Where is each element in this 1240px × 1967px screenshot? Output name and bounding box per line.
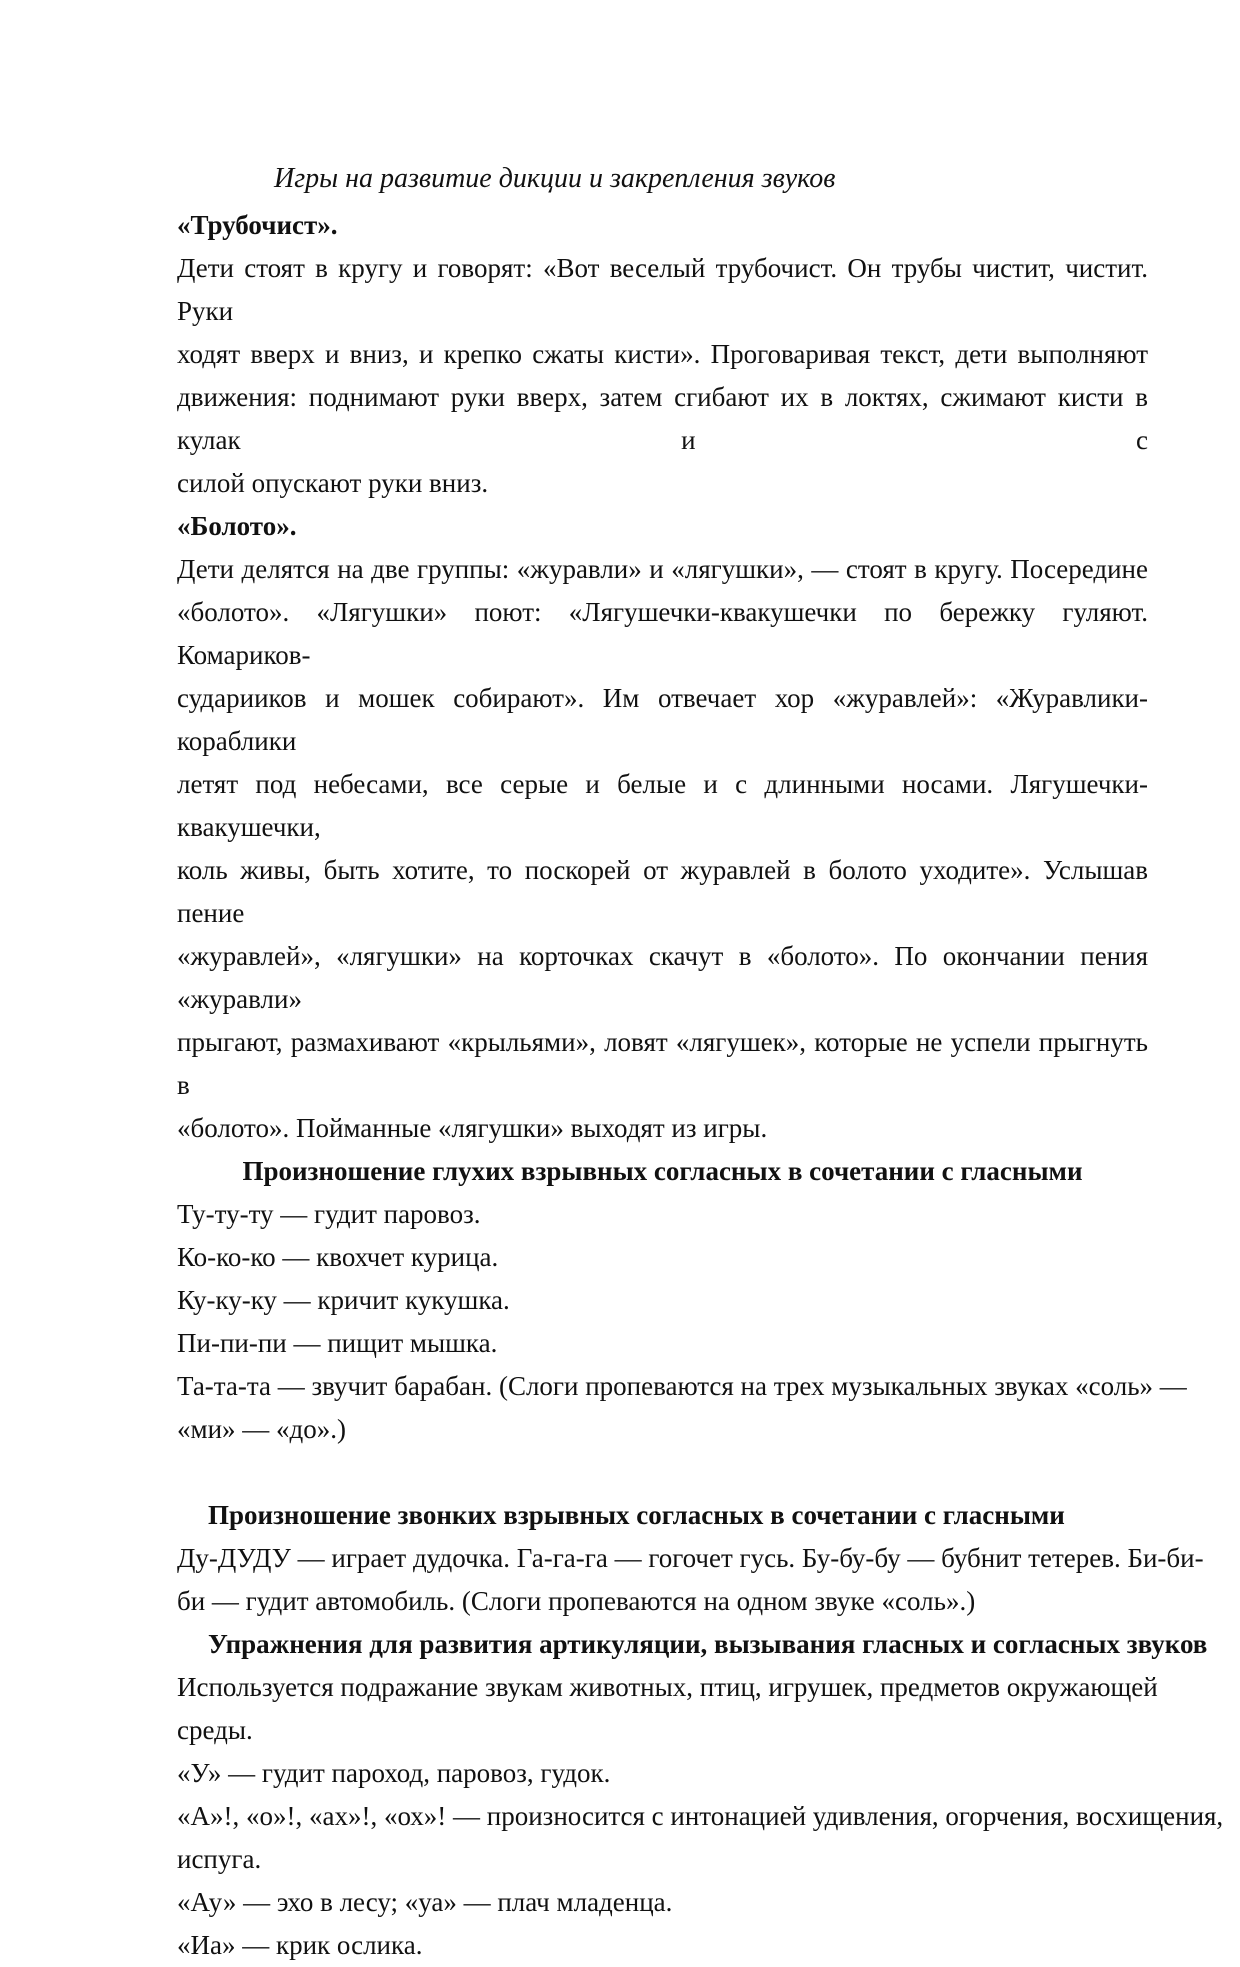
text-line: «болото». Пойманные «лягушки» выходят из игры. bbox=[177, 1113, 768, 1143]
text-line: Ко-ко-ко — квохчет курица. bbox=[177, 1242, 499, 1272]
text-line: ходят вверх и вниз, и крепко сжаты кисти». Проговаривая текст, дети выполняют bbox=[177, 339, 1148, 369]
text-line: сударииков и мошек собирают». Им отвечает хор «журавлей»: «Журавлики-кораблики bbox=[177, 683, 1148, 756]
text-line: среды. bbox=[177, 1715, 253, 1745]
section-voiced-text bbox=[177, 1537, 1204, 1623]
section-heading-voiced: Произношение звонких взрывных согласных в сочетании с гласными bbox=[208, 1500, 1065, 1530]
text-line: Дети стоят в кругу и говорят: «Вот веселый трубочист. Он трубы чистит, чистит. Руки bbox=[177, 253, 1148, 326]
document-title: Игры на развитие дикции и закрепления звуков bbox=[274, 163, 836, 194]
text-line: Ду-ДУДУ — играет дудочка. Га-га-га — гогочет гусь. Бу-бу-бу — бубнит тетерев. Би-би- bbox=[177, 1543, 1204, 1573]
text-line: Та-та-та — звучит барабан. (Слоги пропеваются на трех музыкальных звуках «соль» — bbox=[177, 1371, 1187, 1401]
text-line: Ку-ку-ку — кричит кукушка. bbox=[177, 1285, 510, 1315]
game-description-boloto bbox=[177, 548, 1148, 1150]
section-heading-voiceless: Произношение глухих взрывных согласных в сочетании с гласными bbox=[242, 1156, 1083, 1186]
text-line: «Иа» — крик ослика. bbox=[177, 1930, 423, 1960]
section-voiceless-list bbox=[177, 1193, 1187, 1451]
text-line: прыгают, размахивают «крыльями», ловят «лягушек», которые не успели прыгнуть в bbox=[177, 1027, 1148, 1100]
text-line: силой опускают руки вниз. bbox=[177, 468, 489, 498]
text-line: би — гудит автомобиль. (Слоги пропеваются на одном звуке «соль».) bbox=[177, 1586, 976, 1616]
text-line: «ми» — «до».) bbox=[177, 1414, 347, 1444]
game-description-trubochist bbox=[177, 247, 1148, 505]
section-articulation-text bbox=[177, 1666, 1224, 1967]
text-line: летят под небесами, все серые и белые и с длинными носами. Лягушечки-квакушечки, bbox=[177, 769, 1148, 842]
text-line: испуга. bbox=[177, 1844, 262, 1874]
text-line: коль живы, быть хотите, то поскорей от журавлей в болото уходите». Услышав пение bbox=[177, 855, 1148, 928]
section-heading-articulation: Упражнения для развития артикуляции, вызывания гласных и согласных звуков bbox=[208, 1629, 1208, 1659]
text-line: «болото». «Лягушки» поют: «Лягушечки-квакушечки по бережку гуляют. Комариков- bbox=[177, 597, 1148, 670]
game-heading-boloto: «Болото». bbox=[177, 511, 297, 541]
text-line: «У» — гудит пароход, паровоз, гудок. bbox=[177, 1758, 611, 1788]
document-page bbox=[177, 157, 1224, 1967]
text-line: Ту-ту-ту — гудит паровоз. bbox=[177, 1199, 481, 1229]
text-line: Дети делятся на две группы: «журавли» и «лягушки», — стоят в кругу. Посередине bbox=[177, 554, 1148, 584]
text-line: «журавлей», «лягушки» на корточках скачут в «болото». По окончании пения «журавли» bbox=[177, 941, 1148, 1014]
blank-line bbox=[177, 1451, 1148, 1494]
text-line: Пи-пи-пи — пищит мышка. bbox=[177, 1328, 498, 1358]
text-line: Используется подражание звукам животных, птиц, игрушек, предметов окружающей bbox=[177, 1672, 1158, 1702]
text-line: «Ау» — эхо в лесу; «уа» — плач младенца. bbox=[177, 1887, 673, 1917]
text-line: движения: поднимают руки вверх, затем сгибают их в локтях, сжимают кисти в кулак и с bbox=[177, 382, 1148, 455]
game-heading-trubochist: «Трубочист». bbox=[177, 210, 338, 240]
text-line: «А»!, «о»!, «ах»!, «ох»! — произносится с интонацией удивления, огорчения, восхищения, bbox=[177, 1801, 1224, 1831]
